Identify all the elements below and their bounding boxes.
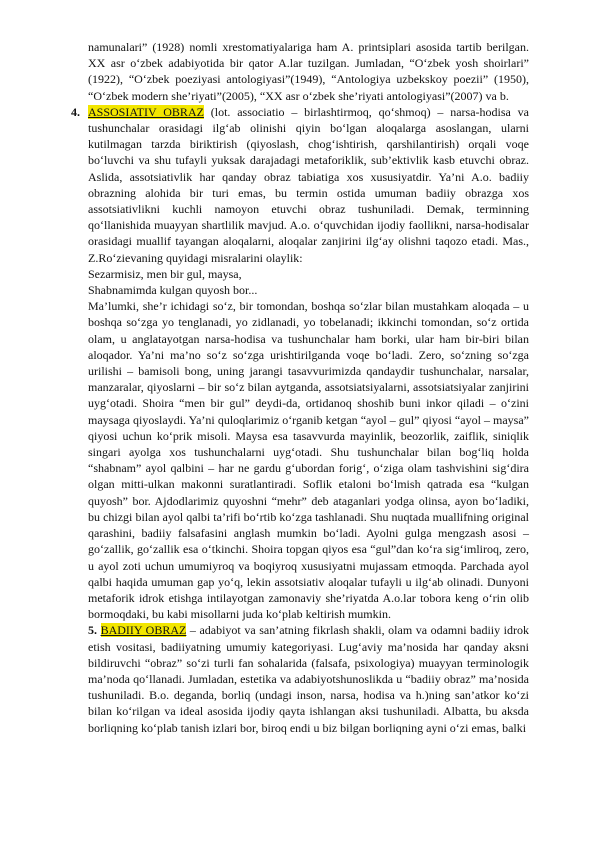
verse-line-2: Shabnamimda kulgan quyosh bor...: [88, 283, 258, 298]
document-page: [71, 39, 530, 736]
entry-associative-image: [71, 104, 529, 623]
term-highlight: ASSOSIATIV OBRAZ: [88, 104, 204, 119]
entry-definition-text: (lot. associatio – birlashtirmoq, qo‘shmoq) – narsa-hodisa va tushunchalar orasidagi ilg‘ab olinishi qiyin bo‘lgan aloqalarga asoslangan, ularni kutilmagan tarzda biriktirish (qiyoslash, chog‘ishtirish, qarshilantirish) orqali voqe bo‘luvchi va shu tufayli yuksak darajadagi metaforiklik, sub’ektivlik kasb etuvchi obraz. Aslida, assotsiativlik har qanday obraz tabiatiga xos xususiyatdir. Ya’ni A.o. badiiy obrazning alohida bir turi emas, bu termin ostida umuman badiiy obrazga xos assotsiativlikni kuchli namoyon etuvchi obraz tushuniladi. Demak, terminning qo‘llanishida muayyan shartlilik mavjud. A.o. o‘quvchidan ijodiy faollikni, narsa-hodisalar orasidagi muallif tayangan aloqalarni, aloqalar zanjirini ilg‘ay olishni taqozo etadi. Mas., Z.Ro‘zievaning quyidagi misralarini olaylik:: [88, 104, 529, 265]
entry-artistic-image: [88, 622, 529, 735]
paragraph-intro: namunalari” (1928) nomli xrestomatiyalariga ham A. printsiplari asosida tartib berilgan. XX asr o‘zbek adabiyotida bir qator A.lar tuzilgan. Jumladan, “O‘zbek yosh shoirlari” (1922), “O‘zbek poeziyasi antologiyasi”(1949), “Antologiya uzbekskoy poezii” (1950), “O‘zbek modern she’riyati”(2005), “XX asr o‘zbek she’riyati antologiyasi”(2007) va b.: [88, 40, 529, 103]
entry-definition: [88, 622, 529, 735]
entry-definition: [88, 104, 529, 266]
entry-body: Ma’lumki, she’r ichidagi so‘z, bir tomondan, boshqa so‘zlar bilan mustahkam aloqada – u boshqa so‘zga yo tenglanadi, yo zidlanadi, yo tobelanadi; ikkinchi tomondan, so‘z ortida olam, u anglatayotgan narsa-hodisa va tushunchalar ham borki, ular ham bir-biri bilan aloqador. Ya’ni ma’no so‘z so‘zga urishtirilganda voqe bo‘ladi. Zero, so‘zning so‘zga urilishi – bamisoli bong, uning jarangi tasavvurimizda qandaydir tushunchalar, narsalar, manzaralar, qiyoslarni – bir so‘z bilan aytganda, assotsiatsiyalarni, assotsiatsiyalar zanjirini uyg‘otadi. Shoira “men bir gul” deydi-da, ortidanoq shoshib buni inkor qiladi – o‘zini maysaga qiyoslaydi. Ya’ni quloqlarimiz o‘rganib ketgan “ayol – gul” qiyosi “ayol – maysa” qiyosi uchun ko‘prik misoli. Maysa esa tasavvurda mayinlik, beozorlik, zaiflik, siniqlik singari ayolga xos tushunchalarni uyg‘otadi. Shu tushunchalar bilan bog‘liq holda “shabnam” ayol qalbini – har ne gardu g‘ubordan forig‘, o‘ziga olam tashvishini sig‘dira olgan mitti-ulkan makonni suratlantiradi. Soflik etaloni bo‘lmish qatrada esa “kulgan quyosh” bor. Ajdodlarimiz quyoshni “mehr” deb ataganlari yodga olinsa, ayon bo‘ladiki, bu chizgi bilan ayol qalbi ta’rifi bo‘rtib ko‘zga tashlanadi. Shu nuqtada muallifning original qarashini, badiiy falsafasini anglash mumkin bo‘ladi. Ayolni gulga mengzash asosi – go‘zallik, go‘zallik esa o‘tkinchi. Shoira topgan qiyos esa “gul”dan ko‘ra sig‘imliroq, zero, u ayol zoti uchun umumiyroq va boqiyroq xususiyatni mujassam etmoqda. Parchada ayol qalbi haqida umuman gap yo‘q, lekin assotsiativ aloqalar tufayli u ilg‘ab olinadi. Dunyoni metaforik idrok etishga intilayotgan zamonaviy she’riyatda A.o.lar tobora keng o‘rin olib bormoqdaki, bu kabi misollarni juda ko‘plab keltirish mumkin.: [88, 299, 529, 622]
entry-number: 4.: [71, 104, 80, 119]
verse-line-1: Sezarmisiz, men bir gul, maysa,: [88, 266, 242, 281]
entry-number-inline: 5.: [88, 623, 97, 638]
entry-definition-text: – adabiyot va san’atning fikrlash shakli, olam va odamni badiiy idrok etish vositasi, badiiyatning umumiy kategoriyasi. Lug‘aviy ma’nosida har qanday aksni bildiruvchi “obraz” so‘zi turli fan sohalarida (falsafa, psixologiya) muayyan terminologik ma’noda qo‘llanadi. Jumladan, estetika va adabiyotshunoslikda u “badiiy obraz” ma’nosida tushuniladi. B.o. deganda, borliq (undagi inson, narsa, hodisa va h.)ning san’atkor ko‘zi bilan ko‘rilgan va ideal asosida ijodiy qayta ishlangan aksi tushuniladi. Albatta, bu aksda borliqning ko‘plab tanish izlari bor, biroq endi u biz bilgan borliqning ayni o‘zi emas, balki: [88, 623, 530, 735]
term-highlight: BADIIY OBRAZ: [100, 623, 187, 638]
